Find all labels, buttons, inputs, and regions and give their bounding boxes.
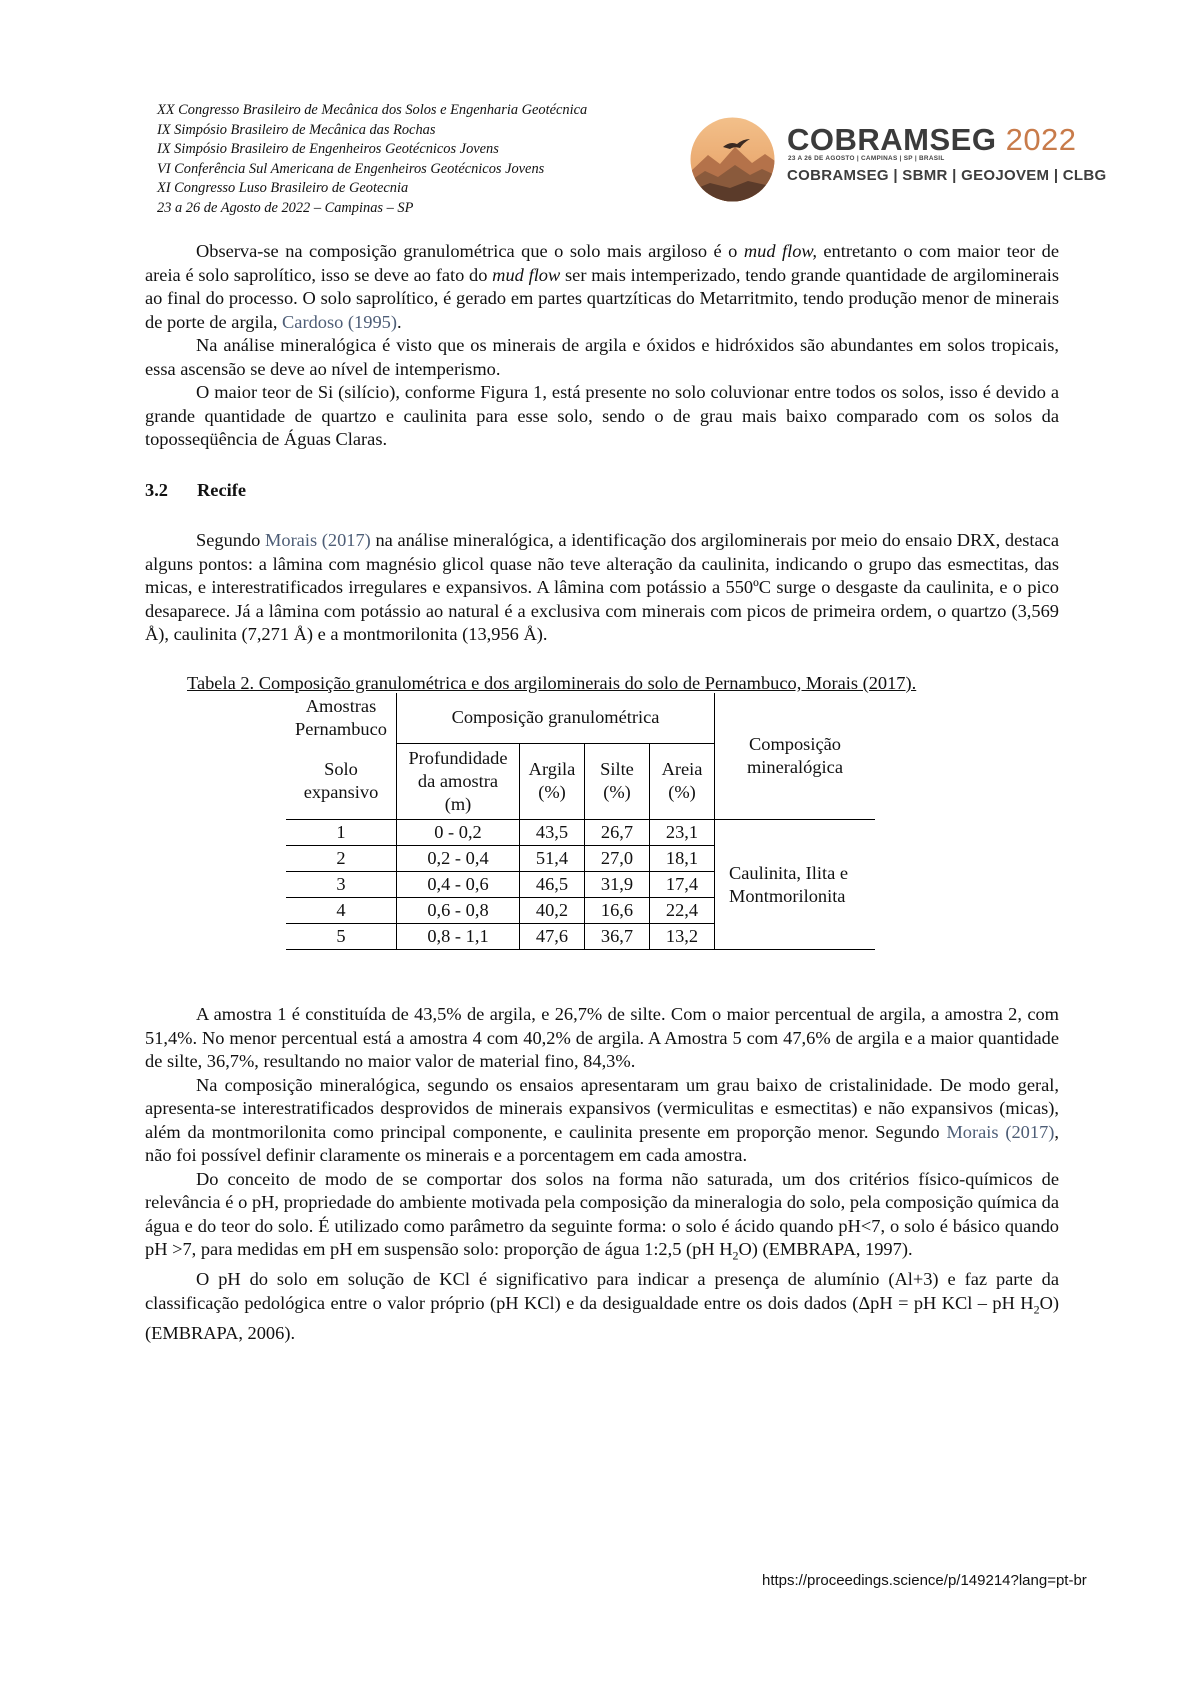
table-cell: 16,6 xyxy=(585,898,650,924)
table-header-cell: Composição mineralógica xyxy=(715,693,876,820)
table-cell: 46,5 xyxy=(520,872,585,898)
table-header-cell: Amostras Pernambuco xyxy=(295,696,387,739)
body-section-recife xyxy=(145,529,1059,647)
table-cell: 0 - 0,2 xyxy=(397,820,520,846)
table-cell: 3 xyxy=(286,872,397,898)
table-cell: 27,0 xyxy=(585,846,650,872)
granulometry-table xyxy=(286,693,875,950)
table-cell: 13,2 xyxy=(650,924,715,950)
citation-link[interactable]: Cardoso (1995) xyxy=(282,311,397,332)
table-cell: 43,5 xyxy=(520,820,585,846)
emphasis: mud flow xyxy=(492,264,561,285)
table-cell: 22,4 xyxy=(650,898,715,924)
header-line: IX Simpósio Brasileiro de Mecânica das Rochas xyxy=(157,121,436,138)
header-line: IX Simpósio Brasileiro de Engenheiros Geotécnicos Jovens xyxy=(157,141,499,157)
table-cell: 18,1 xyxy=(650,846,715,872)
table-header-cell: Argila (%) xyxy=(520,743,585,820)
table-cell: 0,8 - 1,1 xyxy=(397,924,520,950)
paragraph: Na análise mineralógica é visto que os minerais de argila e óxidos e hidróxidos são abundantes em solos tropicais, essa ascensão se deve ao nível de intemperismo. xyxy=(145,335,1059,379)
table-cell: 51,4 xyxy=(520,846,585,872)
table-header-cell: Solo expansivo xyxy=(303,759,379,802)
table-cell: 31,9 xyxy=(585,872,650,898)
table-cell: 0,4 - 0,6 xyxy=(397,872,520,898)
table-cell: 47,6 xyxy=(520,924,585,950)
table-cell: 40,2 xyxy=(520,898,585,924)
header-line: VI Conferência Sul Americana de Engenheiros Geotécnicos Jovens xyxy=(157,160,545,177)
emphasis: mud flow, xyxy=(743,241,817,261)
footer-url[interactable]: https://proceedings.science/p/149214?lang=pt-br xyxy=(762,1572,1087,1589)
logo-organizations: COBRAMSEG | SBMR | GEOJOVEM | CLBG xyxy=(787,167,1107,184)
table-header-cell: Silte (%) xyxy=(585,743,650,820)
paragraph: A amostra 1 é constituída de 43,5% de argila, e 26,7% de silte. Com o maior percentual de argila, a amostra 2, com 51,4%. No menor percentual está a amostra 4 com 40,2% de argila. A Amostra 5 com 47,6% de argila e a maior quantidade de silte, 36,7%, resultando no maior valor de material fino, 84,3%. xyxy=(145,1004,1059,1071)
logo-year: 2022 xyxy=(1005,122,1077,157)
header-line: XI Congresso Luso Brasileiro de Geotecnia xyxy=(157,180,409,196)
logo-name: COBRAMSEG xyxy=(787,122,997,157)
paragraph: Do conceito de modo de se comportar dos solos na forma não saturada, um dos critérios físico-químicos de relevância é o pH, propriedade do ambiente motivada pela composição da mineralogia do solo, pela composição química da água e do teor do solo. É utilizado como parâmetro da seguinte forma: o solo é ácido quando pH<7, o solo é básico quando pH >7, para medidas em pH em suspensão solo: proporção de água 1:2,5 (pH $H_2O$) (EMBRAPA, 1997). xyxy=(145,1168,1059,1263)
table-cell: 2 xyxy=(286,846,397,872)
logo-title xyxy=(787,122,1077,158)
paragraph: Na composição mineralógica, segundo os ensaios apresentaram um grau baixo de cristalinidade. De modo geral, apresenta-se interestratificados desprovidos de minerais expansivos (vermiculitas e esmectitas) e não expansivos (micas), além da montmorilonita como principal componente, e caulinita presente em proporção menor. Segundo Morais (2017), não foi possível definir claramente os minerais e a porcentagem em cada amostra. xyxy=(145,1074,1060,1165)
section-number: 3.2 xyxy=(145,480,168,500)
table-cell: 17,4 xyxy=(650,872,715,898)
section-title: Recife xyxy=(197,480,247,500)
table-cell: 23,1 xyxy=(650,820,715,846)
table-caption: Tabela 2. Composição granulométrica e dos argilominerais do solo de Pernambuco, Morais (2017). xyxy=(187,673,917,693)
header-line: XX Congresso Brasileiro de Mecânica dos Solos e Engenharia Geotécnica xyxy=(157,102,588,118)
paragraph: O maior teor de Si (silício), conforme Figura 1, está presente no solo coluvionar entre todos os solos, isso é devido a grande quantidade de quartzo e caulinita para esse solo, sendo o de grau mais baixo comparado com os solos da toposseqüência de Águas Claras. xyxy=(145,382,1059,449)
table-cell: 0,2 - 0,4 xyxy=(397,846,520,872)
table-cell: 0,6 - 0,8 xyxy=(397,898,520,924)
table-header-cell: Profundidade da amostra (m) xyxy=(397,743,520,820)
table-header-cell: Areia (%) xyxy=(650,743,715,820)
table-cell: 36,7 xyxy=(585,924,650,950)
table-cell: 26,7 xyxy=(585,820,650,846)
header-line: 23 a 26 de Agosto de 2022 – Campinas – SP xyxy=(157,199,414,216)
paragraph: Observa-se na composição granulométrica que o solo mais argiloso é o mud flow, entretanto o com maior teor de areia é solo saprolítico, isso se deve ao fato do mud flow ser mais intemperizado, tendo grande quantidade de argilominerais ao final do processo. O solo saprolítico, é gerado em partes quartzíticas do Metarritmito, tendo produção menor de minerais de porte de argila, Cardoso (1995). xyxy=(145,241,1059,332)
table-cell: 4 xyxy=(286,898,397,924)
logo-dates: 23 A 26 DE AGOSTO | CAMPINAS | SP | BRASIL xyxy=(788,155,945,162)
landscape-bird-icon xyxy=(690,117,775,202)
table-header-cell: Composição granulométrica xyxy=(397,693,715,743)
cobramseg-logo xyxy=(690,117,1110,202)
paragraph: Segundo Morais (2017) na análise mineralógica, a identificação dos argilominerais por meio do ensaio DRX, destaca alguns pontos: a lâmina com magnésio glicol quase não teve alteração da caulinita, indicando o grupo das esmectitas, das micas, e interestratificados irregulares e expansivos. A lâmina com potássio a 550ºC surge o desgaste da caulinita, e o pico desaparece. Já a lâmina com potássio ao natural é a exclusiva com minerais com picos de primeira ordem, o quartzo (3,569 Å), caulinita (7,271 Å) e a montmorilonita (13,956 Å). xyxy=(145,530,1059,644)
conference-header xyxy=(157,101,677,218)
table-row xyxy=(286,820,875,846)
table-cell: 5 xyxy=(286,924,397,950)
citation-link[interactable]: Morais (2017) xyxy=(946,1121,1055,1142)
table-cell: 1 xyxy=(286,820,397,846)
table-cell: Caulinita, Ilita e Montmorilonita xyxy=(715,820,876,950)
body-section-top xyxy=(145,240,1059,452)
citation-link[interactable]: Morais (2017) xyxy=(265,530,371,550)
body-section-bottom xyxy=(145,1003,1059,1345)
section-heading xyxy=(145,480,246,501)
paragraph: O pH do solo em solução de KCl é significativo para indicar a presença de alumínio (Al+3) e faz parte da classificação pedológica entre o valor próprio (pH KCl) e da desigualdade entre os dois dados (ΔpH = pH KCl – pH $H_2O$) (EMBRAPA, 2006). xyxy=(145,1269,1059,1343)
